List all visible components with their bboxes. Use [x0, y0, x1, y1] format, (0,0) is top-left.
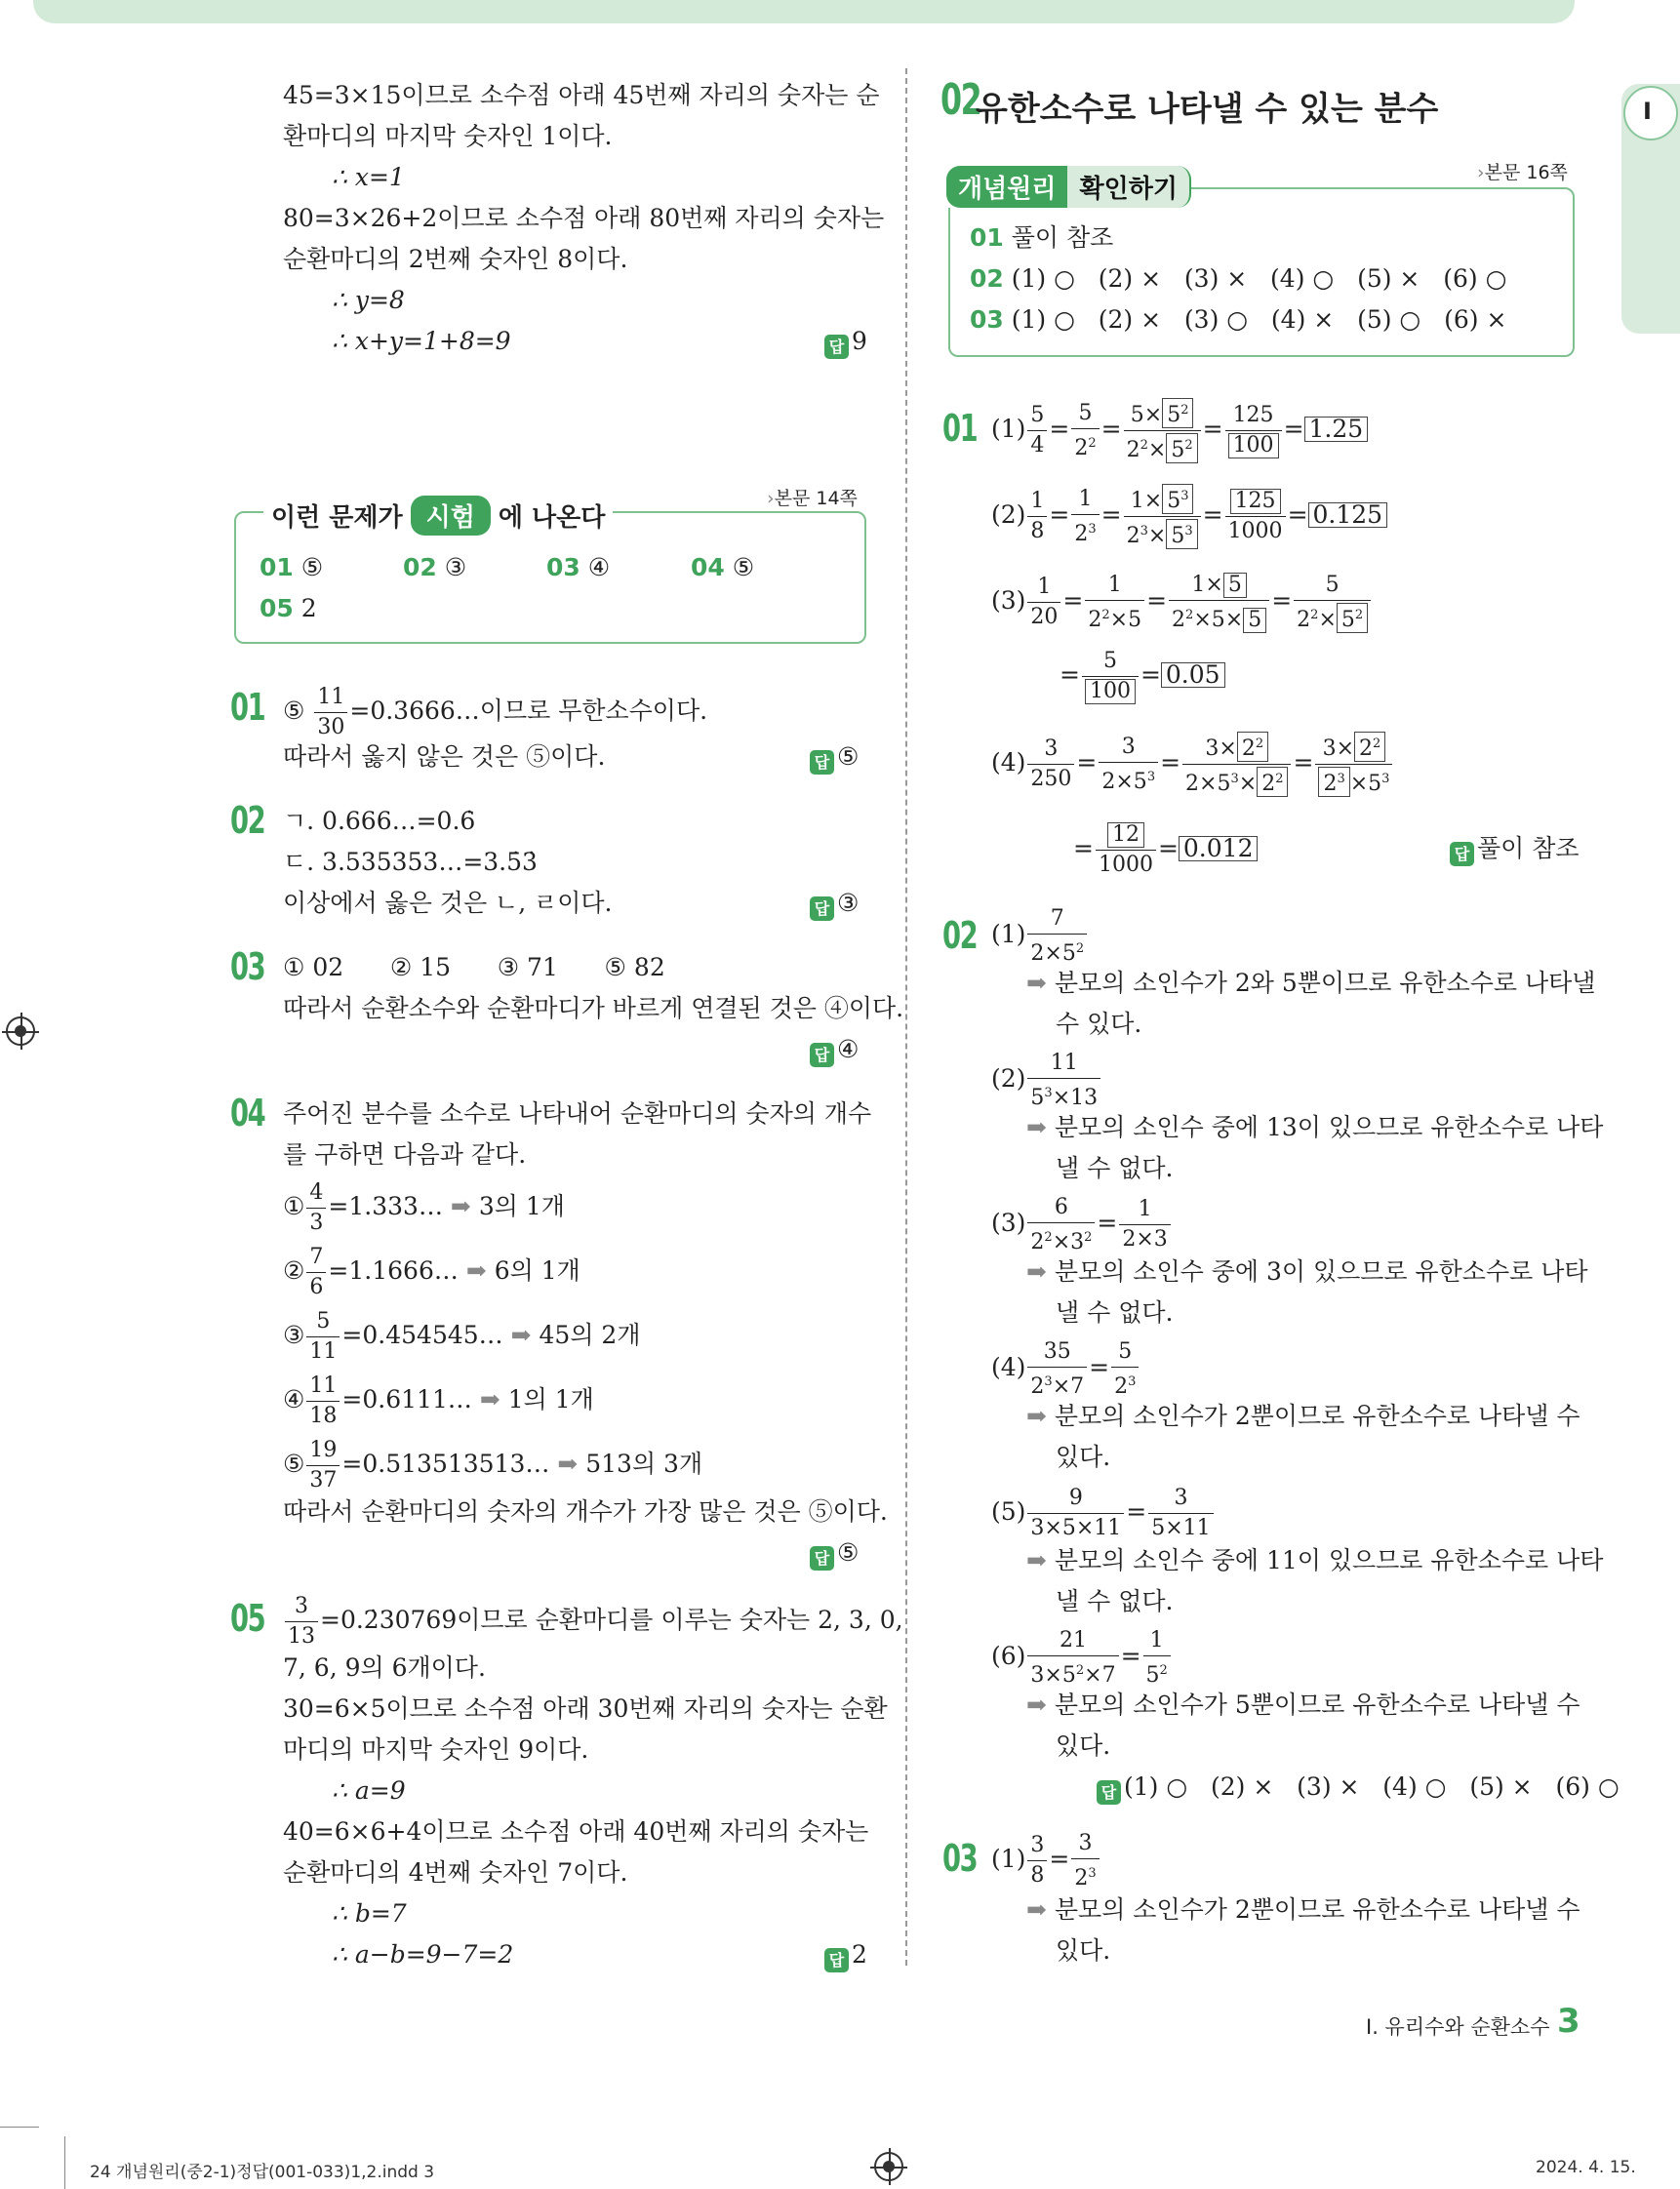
concept-row: 03 (1) ○ (2) × (3) ○ (4) × (5) ○ (6) × — [970, 305, 1507, 334]
text-line: 순환마디의 2번째 숫자인 8이다. — [283, 245, 628, 273]
exam-answer: 03 ④ — [546, 553, 611, 581]
page-number: 3 — [1557, 2002, 1580, 2041]
text-line: 마디의 마지막 숫자인 9이다. — [283, 1735, 589, 1764]
text-line: 따라서 옳지 않은 것은 ⑤이다. — [283, 742, 606, 771]
explanation: 수 있다. — [1056, 1010, 1142, 1038]
math-line: (2) $\frac{1}{8}$ = $\frac{1}{2^3}$ = $\frac{1\times 5^3}{2^3\times 5^3}$ = $\frac{125}{1000}$ = 0.125 — [991, 476, 1387, 554]
concept-row: 01 풀이 참조 — [970, 223, 1114, 252]
footer-file: 24 개념원리(중2-1)정답(001-033)1,2.indd 3 — [90, 2163, 435, 2182]
exam-answer: 04 ⑤ — [691, 553, 755, 581]
text-line: ① 02 ② 15 ③ 71 ⑤ 82 — [283, 953, 665, 981]
registration-mark-icon — [6, 1016, 35, 1046]
registration-mark-icon — [874, 2152, 903, 2181]
text-line: ㄷ. 3.535353…=3.5̇3̇ — [283, 848, 538, 876]
page-ref: ›본문 16쪽 — [1477, 162, 1568, 183]
fraction-item: ① $\frac{4}{3}$ =1.333… ➡ 3의 1개 — [283, 1180, 565, 1235]
text-line: ∴ b=7 — [332, 1899, 407, 1928]
text-line: ㄱ. 0.666…=0.6̇ — [283, 807, 476, 835]
exam-answer: 05 2 — [260, 594, 317, 622]
explanation: ➡ 분모의 소인수가 2뿐이므로 유한소수로 나타낼 수 — [1026, 1895, 1580, 1924]
math-line: = $\frac{5}{100}$ = 0.05 — [1060, 640, 1225, 710]
explanation: ➡ 분모의 소인수 중에 3이 있으므로 유한소수로 나타 — [1026, 1257, 1588, 1286]
section-title: 유한소수로 나타낼 수 있는 분수 — [976, 90, 1439, 129]
problem-number: 02 — [942, 914, 978, 957]
math-line: (2) $\frac{11}{5^3\times 13}$ — [991, 1048, 1102, 1113]
text-line: 이상에서 옳은 것은 ㄴ, ㄹ이다. — [283, 889, 613, 917]
explanation: ➡ 분모의 소인수가 5뿐이므로 유한소수로 나타낼 수 — [1026, 1691, 1580, 1719]
problem-number: 03 — [230, 945, 265, 988]
explanation: 있다. — [1056, 1731, 1111, 1760]
answer-mark: 답 (1) ○ (2) × (3) × (4) ○ (5) × (6) ○ — [1097, 1770, 1620, 1805]
problem-number: 05 — [230, 1597, 265, 1640]
problem-number: 03 — [942, 1837, 978, 1880]
math-line: (1) $\frac{7}{2\times 5^2}$ — [991, 903, 1089, 969]
math-line: (1) $\frac{3}{8}$ = $\frac{3}{2^3}$ — [991, 1828, 1101, 1893]
math-line: (4) $\frac{3}{250}$ = $\frac{3}{2\times 5^3}$ = $\frac{3\times 2^2}{2\times 5^3\times 2^2}$ = $\frac{3\times 2^2}{2^3 \times 5^3}$ — [991, 724, 1394, 802]
math-line: (4) $\frac{35}{2^3\times 7}$ = $\frac{5}{2^3}$ — [991, 1336, 1140, 1402]
text-line: ∴ y=8 — [332, 286, 405, 314]
answer-mark: 답 2 — [824, 1937, 867, 1972]
explanation: 있다. — [1056, 1936, 1111, 1965]
fraction-item: ④ $\frac{11}{18}$ =0.6111… ➡ 1의 1개 — [283, 1373, 594, 1428]
answer-mark: 답 ⑤ — [810, 739, 859, 775]
text-line: ∴ x+y=1+8=9 — [332, 327, 511, 355]
concept-row: 02 (1) ○ (2) × (3) × (4) ○ (5) × (6) ○ — [970, 264, 1507, 293]
math-line: (1) $\frac{5}{4}$ = $\frac{5}{2^2}$ = $\frac{5\times 5^2}{2^2\times 5^2}$ = $\frac{125}{100}$ = 1.25 — [991, 390, 1368, 468]
text-line: 순환마디의 4번째 숫자인 7이다. — [283, 1858, 628, 1887]
problem-number: 04 — [230, 1092, 265, 1134]
text-line: 80=3×26+2이므로 소수점 아래 80번째 자리의 숫자는 — [283, 204, 885, 232]
chapter-tab-label: Ⅰ — [1643, 98, 1652, 125]
text-line: 45=3×15이므로 소수점 아래 45번째 자리의 숫자는 순 — [283, 81, 880, 109]
text-line: ∴ x=1 — [332, 163, 405, 191]
answer-mark: 답 풀이 참조 — [1450, 831, 1580, 866]
text-line: $\frac{3}{13}$ =0.2̇30769̇이므로 순환마디를 이루는 숫자는 2, 3, 0, — [283, 1592, 903, 1652]
explanation: ➡ 분모의 소인수가 2와 5뿐이므로 유한소수로 나타낼 — [1026, 969, 1596, 997]
page-ref: ›본문 14쪽 — [767, 488, 858, 509]
answer-mark: 답 ③ — [810, 886, 859, 921]
fraction-item: ⑤ $\frac{19}{37}$ =0.513513513… ➡ 513의 3개 — [283, 1438, 703, 1492]
fraction-item: ③ $\frac{5}{11}$ =0.454545… ➡ 45의 2개 — [283, 1309, 641, 1364]
math-line: (5) $\frac{9}{3\times 5\times 11}$ = $\frac{3}{5\times 11}$ — [991, 1481, 1216, 1543]
section-number: 02 — [940, 75, 981, 125]
text-line: 를 구하면 다음과 같다. — [283, 1140, 527, 1169]
math-line: (3) $\frac{1}{20}$ = $\frac{1}{2^2\times 5}$ = $\frac{1\times 5}{2^2\times 5\times 5}$ = $\frac{5}{2^2\times 5^2}$ — [991, 562, 1373, 640]
answer-mark: 답 ⑤ — [810, 1535, 859, 1571]
explanation: ➡ 분모의 소인수 중에 13이 있으므로 유한소수로 나타 — [1026, 1113, 1604, 1141]
explanation: 있다. — [1056, 1443, 1111, 1471]
text-line: 따라서 순환소수와 순환마디가 바르게 연결된 것은 ④이다. — [283, 994, 904, 1022]
exam-answer: 01 ⑤ — [260, 553, 324, 581]
math-line: (3) $\frac{6}{2^2\times 3^2}$ = $\frac{1}{2\times 3}$ — [991, 1192, 1173, 1257]
text-line: ∴ a−b=9−7=2 — [332, 1940, 514, 1969]
answer-mark: 답 ④ — [810, 1032, 859, 1067]
explanation: 낼 수 없다. — [1056, 1298, 1174, 1327]
answer-mark: 답 9 — [824, 324, 867, 359]
math-line: = $\frac{12}{1000}$ = 0.012 — [1073, 812, 1258, 886]
explanation: ➡ 분모의 소인수 중에 11이 있으므로 유한소수로 나타 — [1026, 1546, 1604, 1574]
top-color-band — [33, 0, 1575, 23]
text-line: ⑤ $\frac{11}{30}$ =0.3666…이므로 무한소수이다. — [283, 685, 708, 739]
problem-number: 01 — [230, 686, 265, 729]
explanation: 낼 수 없다. — [1056, 1587, 1174, 1615]
explanation: ➡ 분모의 소인수가 2뿐이므로 유한소수로 나타낼 수 — [1026, 1402, 1580, 1430]
chapter-title: Ⅰ. 유리수와 순환소수 — [1366, 2015, 1550, 2039]
column-divider — [905, 68, 907, 1966]
concept-box-title: 개념원리 확인하기 — [946, 166, 1191, 208]
exam-box-title: 이런 문제가 시험 에 나온다 — [263, 496, 613, 536]
text-line: 따라서 순환마디의 숫자의 개수가 가장 많은 것은 ⑤이다. — [283, 1497, 888, 1526]
math-line: (6) $\frac{21}{3\times 5^2\times 7}$ = $\frac{1}{5^2}$ — [991, 1625, 1173, 1691]
crop-mark — [0, 2127, 39, 2128]
problem-number: 02 — [230, 799, 265, 842]
text-line: ∴ a=9 — [332, 1776, 406, 1805]
text-line: 환마디의 마지막 숫자인 1이다. — [283, 122, 613, 150]
exam-answer: 02 ③ — [403, 553, 467, 581]
text-line: 30=6×5이므로 소수점 아래 30번째 자리의 숫자는 순환 — [283, 1694, 888, 1723]
text-line: 7, 6, 9의 6개이다. — [283, 1653, 486, 1682]
problem-number: 01 — [942, 407, 978, 450]
text-line: 40=6×6+4이므로 소수점 아래 40번째 자리의 숫자는 — [283, 1817, 869, 1846]
text-line: 주어진 분수를 소수로 나타내어 순환마디의 숫자의 개수 — [283, 1099, 872, 1128]
fraction-item: ② $\frac{7}{6}$ =1.1666… ➡ 6의 1개 — [283, 1245, 580, 1299]
explanation: 낼 수 없다. — [1056, 1154, 1174, 1182]
footer-date: 2024. 4. 15. — [1536, 2158, 1636, 2177]
crop-mark — [64, 2136, 65, 2189]
